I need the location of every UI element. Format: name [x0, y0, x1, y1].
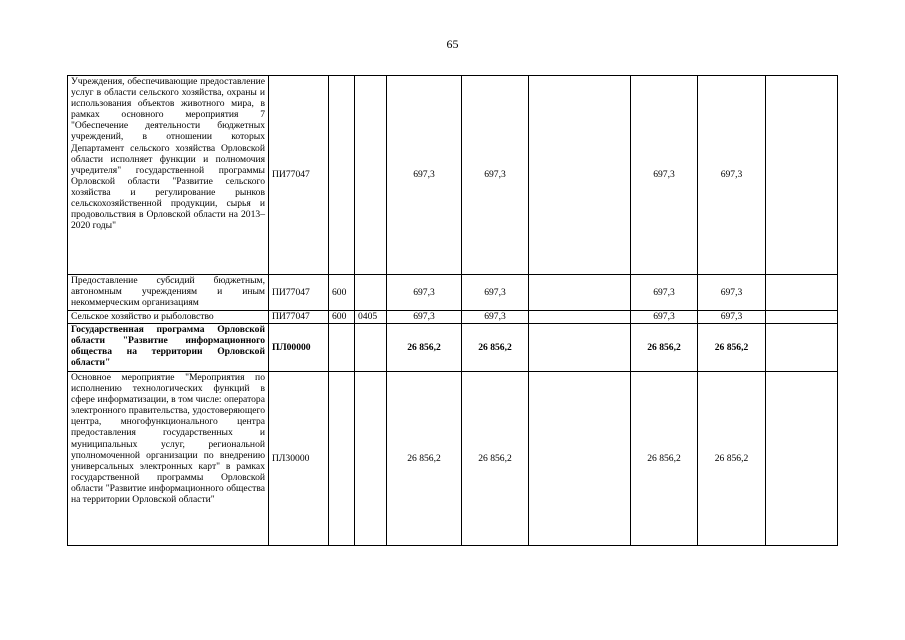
row-value-6	[766, 372, 838, 546]
row-value-6	[766, 275, 838, 311]
budget-table	[67, 75, 838, 546]
row-value-4: 697,3	[631, 275, 698, 311]
row-vr	[329, 372, 355, 546]
row-name: Учреждения, обеспечивающие предоставление услуг в области сельского хозяйства, охраны и использования объектов животного мира, в рамках основного мероприятия 7 "Обеспечение деятельности бюджетных учреждений, в отношении которых Департамент сельского хозяйства Орловской области исполняет функции и полномочия учредителя" государственной программы Орловской области "Развитие сельского хозяйства и регулирование рынков сельскохозяйственной продукции, сырья и продовольствия в Орловской области на 2013–2020 годы"	[68, 76, 269, 275]
row-code: ПЛ00000	[269, 324, 329, 372]
row-name: Предоставление субсидий бюджетным, автономным учреждениям и иным некоммерческим организациям	[68, 275, 269, 311]
row-value-5: 26 856,2	[698, 324, 766, 372]
row-code: ПИ77047	[269, 275, 329, 311]
row-value-3	[529, 76, 631, 275]
row-value-1: 697,3	[387, 275, 462, 311]
row-value-4: 26 856,2	[631, 324, 698, 372]
row-name: Государственная программа Орловской области "Развитие информационного общества на территории Орловской области"	[68, 324, 269, 372]
row-value-3	[529, 324, 631, 372]
row-name: Сельское хозяйство и рыболовство	[68, 311, 269, 324]
row-vr	[329, 76, 355, 275]
row-value-1: 697,3	[387, 311, 462, 324]
row-value-6	[766, 324, 838, 372]
row-value-2: 697,3	[462, 311, 529, 324]
row-value-3	[529, 275, 631, 311]
row-value-3	[529, 372, 631, 546]
row-rz	[355, 275, 387, 311]
row-value-5: 26 856,2	[698, 372, 766, 546]
row-vr	[329, 324, 355, 372]
row-code: ПИ77047	[269, 76, 329, 275]
table-row	[68, 324, 838, 372]
row-value-2: 26 856,2	[462, 372, 529, 546]
row-rz	[355, 324, 387, 372]
row-vr: 600	[329, 275, 355, 311]
row-vr: 600	[329, 311, 355, 324]
table-row	[68, 275, 838, 311]
row-value-2: 26 856,2	[462, 324, 529, 372]
table-row	[68, 76, 838, 275]
row-value-6	[766, 311, 838, 324]
row-value-2: 697,3	[462, 76, 529, 275]
row-rz	[355, 372, 387, 546]
row-value-5: 697,3	[698, 76, 766, 275]
row-value-2: 697,3	[462, 275, 529, 311]
page-number: 65	[446, 37, 459, 51]
row-code: ПИ77047	[269, 311, 329, 324]
row-rz	[355, 76, 387, 275]
row-rz: 0405	[355, 311, 387, 324]
row-value-5: 697,3	[698, 275, 766, 311]
table-row	[68, 372, 838, 546]
row-name: Основное мероприятие "Мероприятия по исполнению технологических функций в сфере информатизации, в том числе: оператора электронного правительства, удостоверяющего центра, многофункционального центра предоставления государственных и муниципальных услуг, региональной уполномоченной организации по внедрению универсальных электронных карт" в рамках государственной программы Орловской области "Развитие информационного общества на территории Орловской области"	[68, 372, 269, 546]
row-value-5: 697,3	[698, 311, 766, 324]
row-value-4: 26 856,2	[631, 372, 698, 546]
row-value-3	[529, 311, 631, 324]
row-value-6	[766, 76, 838, 275]
row-code: ПЛ30000	[269, 372, 329, 546]
row-value-1: 26 856,2	[387, 324, 462, 372]
row-value-1: 26 856,2	[387, 372, 462, 546]
row-value-4: 697,3	[631, 76, 698, 275]
row-value-4: 697,3	[631, 311, 698, 324]
table-row	[68, 311, 838, 324]
row-value-1: 697,3	[387, 76, 462, 275]
